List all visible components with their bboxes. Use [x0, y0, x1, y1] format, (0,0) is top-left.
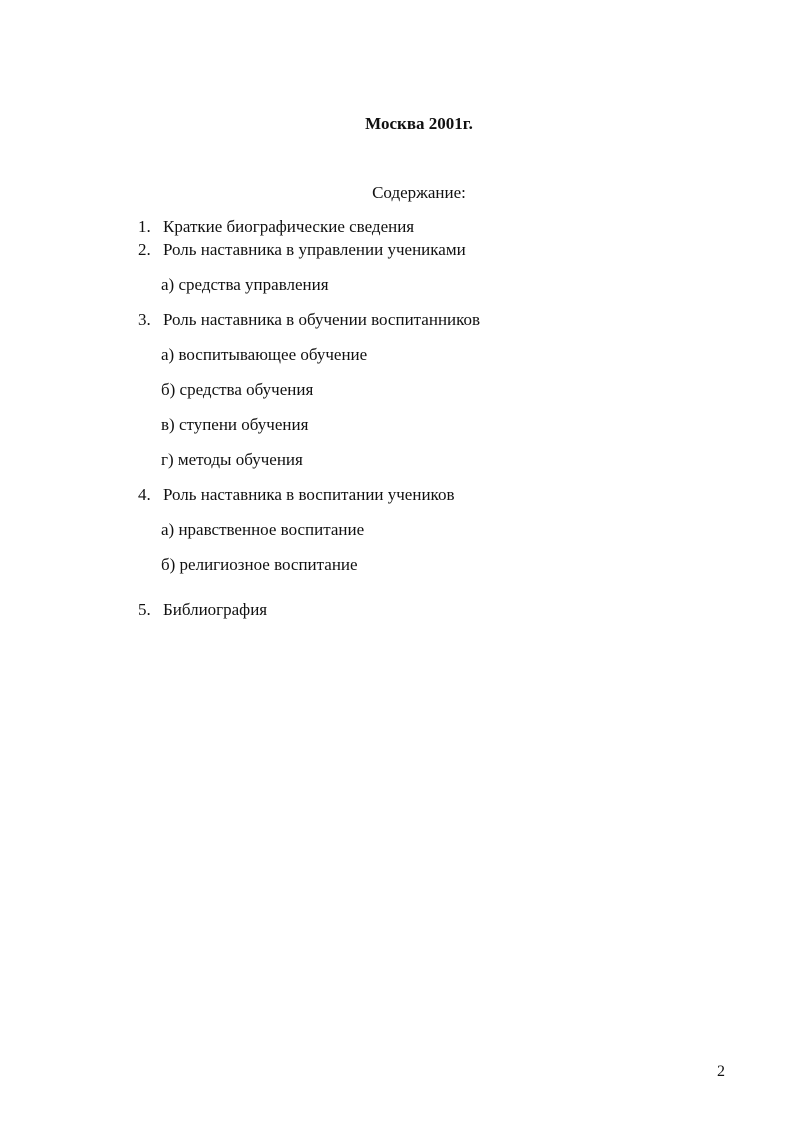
- toc-item-text: Краткие биографические сведения: [163, 217, 415, 236]
- toc-subitem-text: в) ступени обучения: [161, 415, 309, 434]
- toc-heading: Содержание:: [372, 183, 466, 202]
- city-year: Москва 2001г.: [365, 114, 473, 133]
- toc-item-number: 5.: [138, 600, 151, 619]
- toc-subitem-text: г) методы обучения: [161, 450, 303, 469]
- toc-subitem-text: а) нравственное воспитание: [161, 520, 365, 539]
- toc-subitem-text: б) средства обучения: [161, 380, 314, 399]
- toc-item-text: Роль наставника в обучении воспитанников: [163, 310, 481, 329]
- toc-item-text: Библиография: [163, 600, 268, 619]
- toc-item-number: 2.: [138, 240, 151, 259]
- toc-item-number: 1.: [138, 217, 151, 236]
- toc-subitem-text: б) религиозное воспитание: [161, 555, 358, 574]
- page-number: 2: [717, 1063, 725, 1080]
- toc-item-number: 4.: [138, 485, 151, 504]
- toc-item-text: Роль наставника в управлении учениками: [163, 240, 466, 259]
- toc-item-number: 3.: [138, 310, 151, 329]
- toc-subitem-text: а) средства управления: [161, 275, 329, 294]
- toc-item-text: Роль наставника в воспитании учеников: [163, 485, 455, 504]
- toc-subitem-text: а) воспитывающее обучение: [161, 345, 368, 364]
